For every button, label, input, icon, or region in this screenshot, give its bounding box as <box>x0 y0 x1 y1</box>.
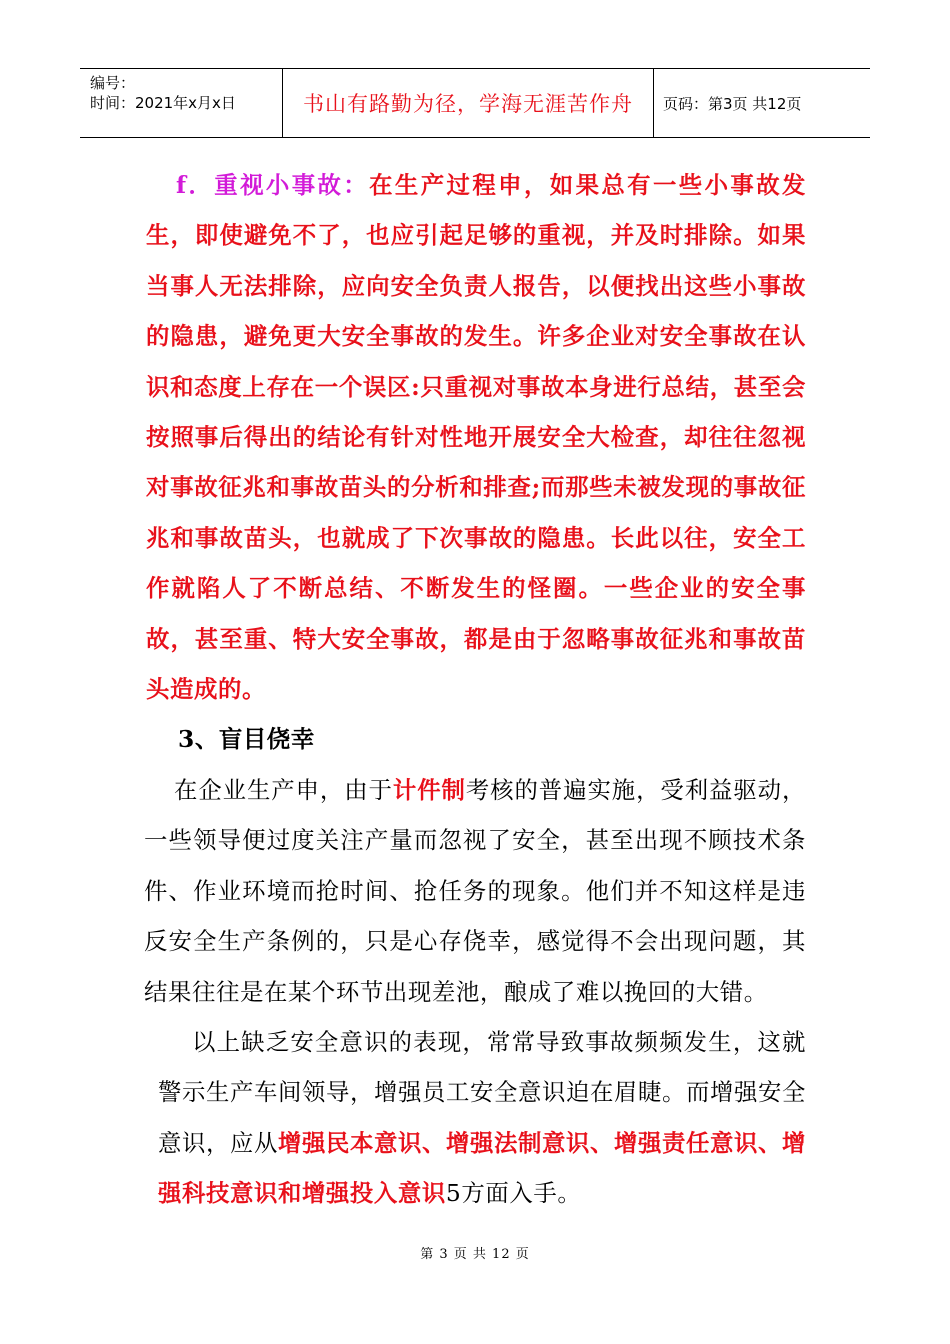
paragraph-section-3 <box>144 765 806 1017</box>
section-3-heading: 3、盲目侥幸 <box>178 725 315 754</box>
paragraph-f <box>146 160 806 714</box>
paragraph-f-heading: f．重视小事故： <box>176 171 370 199</box>
paragraph-f-text: 在生产过程申，如果总有一些小事故发生，即使避免不了，也应引起足够的重视，并及时排除。如果当事人无法排除，应向安全负责人报告，以便找出这些小事故的隐患，避免更大安全事故的发生。许多企业对安全事故在认识和态度上存在一个误区:只重视对事故本身进行总结，甚至会按照事后得出的结论有针对性地开展安全大检查，却往往忽视对事故征兆和事故苗头的分析和排查;而那些未被发现的事故征兆和事故苗头，也就成了下次事故的隐患。长此以往，安全工作就陷人了不断总结、不断发生的怪圈。一些企业的安全事故，甚至重、特大安全事故，都是由于忽略事故征兆和事故苗头造成的。 <box>146 171 806 704</box>
summary-text-after: 5方面入手。 <box>445 1179 582 1208</box>
page-header <box>80 68 870 138</box>
section-3-highlight: 计件制 <box>392 775 466 804</box>
document-date: 时间：2021年x月x日 <box>90 94 236 112</box>
header-page-info: 页码：第3页 共12页 <box>663 94 802 113</box>
header-meta <box>80 69 282 137</box>
summary-highlight: 增强民本意识、增强法制意识、增强责任意识、增强科技意识和增强投入意识 <box>158 1128 807 1208</box>
header-motto: 书山有路勤为径，学海无涯苦作舟 <box>282 69 654 137</box>
page-footer: 第 3 页 共 12 页 <box>420 1247 530 1262</box>
paragraph-summary <box>158 1017 806 1219</box>
document-number: 编号： <box>90 74 136 92</box>
document-body <box>146 160 806 1219</box>
section-3-text-after: 考核的普遍实施，受利益驱动，一些领导便过度关注产量而忽视了安全，甚至出现不顾技术条件、作业环境而抢时间、抢任务的现象。他们并不知这样是违反安全生产条例的，只是心存侥幸，感觉得不会出现问题，其结果往往是在某个环节出现差池，酿成了难以挽回的大错。 <box>144 775 806 1006</box>
summary-text-before: 以上缺乏安全意识的表现，常常导致事故频频发生，这就警示生产车间领导，增强员工安全意识迫在眉睫。而增强安全意识，应从 <box>158 1027 806 1157</box>
section-3-text-before: 在企业生产申，由于 <box>174 775 393 804</box>
